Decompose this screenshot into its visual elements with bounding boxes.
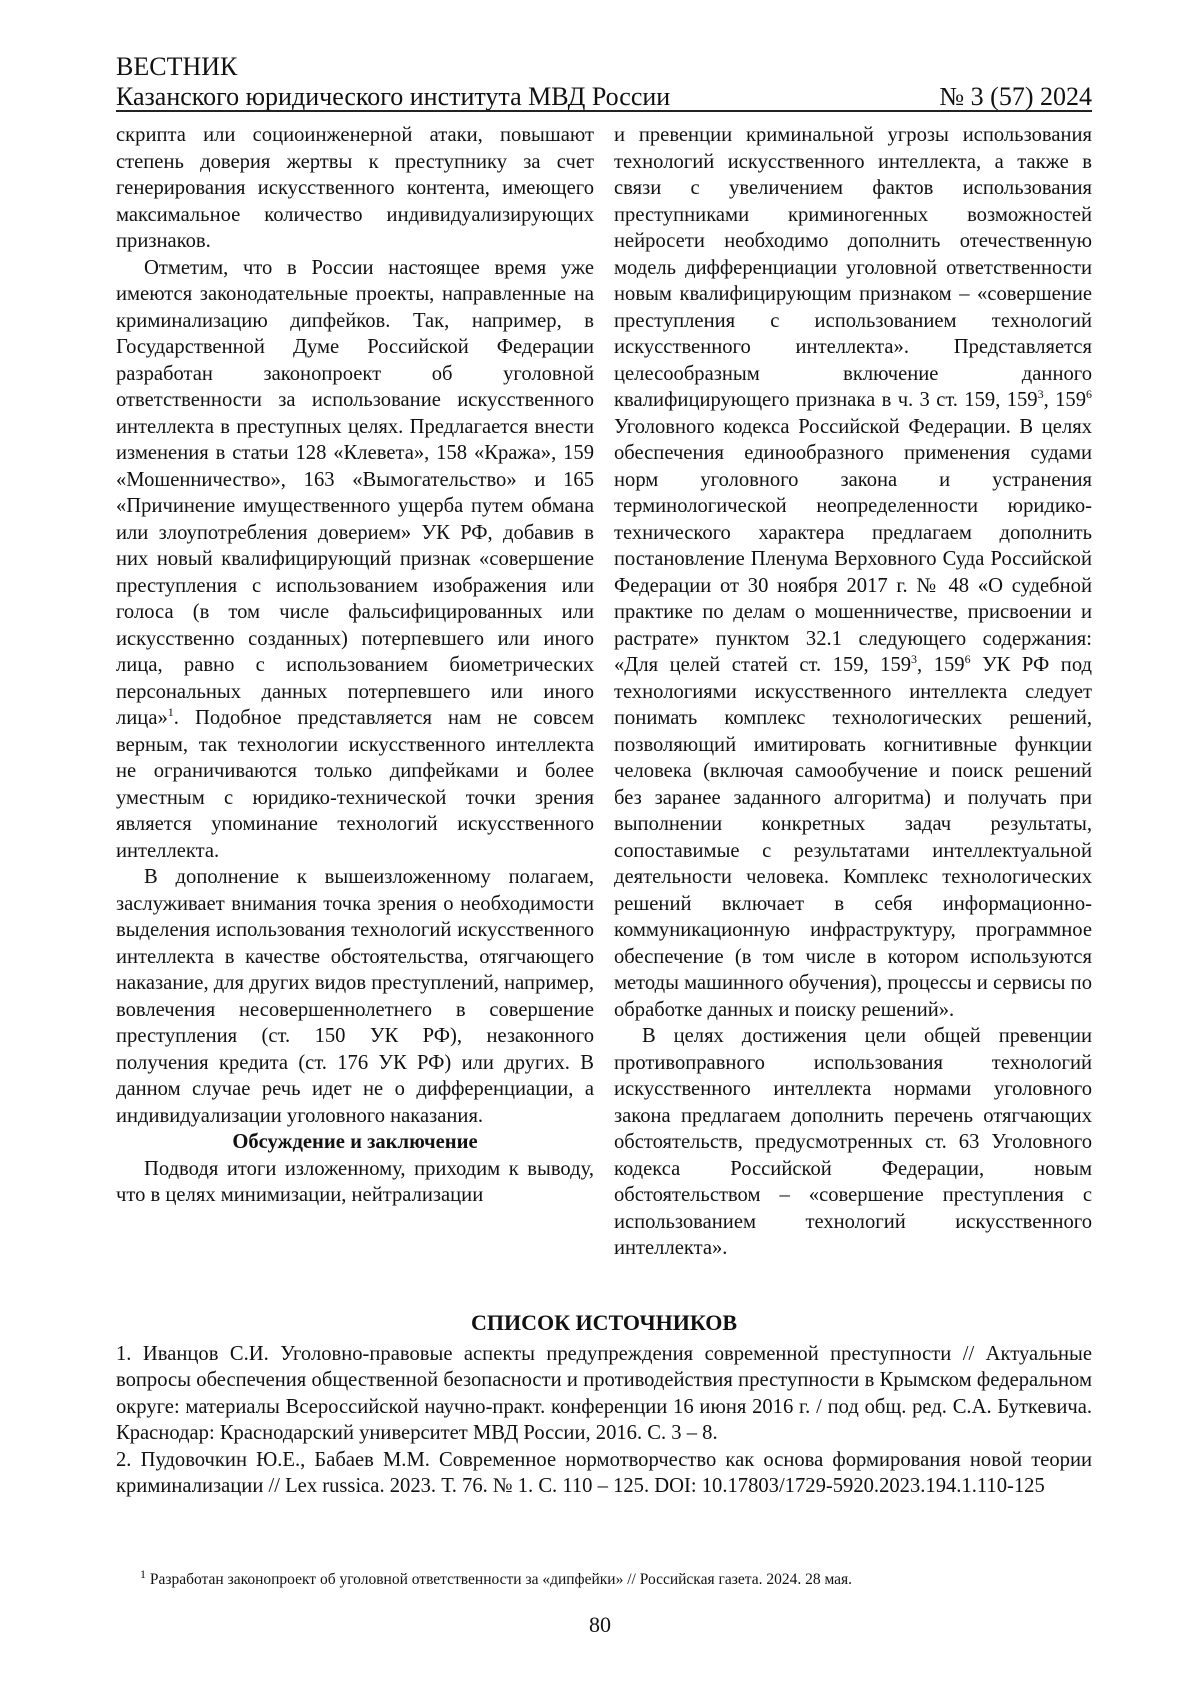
paragraph	[116, 255, 594, 865]
paragraph: В дополнение к вышеизложенному полагаем, заслуживает внимания точка зрения о необходимости выделения использования технологий искусственного интеллекта в качестве обстоятельства, отягчающего наказание, для других видов преступлений, например, вовлечения несовершеннолетнего в совершение преступления (ст. 150 УК РФ), незаконного получения кредита (ст. 176 УК РФ) или других. В данном случае речь идет не о дифференциации, а индивидуализации уголовного наказания.	[116, 864, 594, 1129]
reference-item: 2. Пудовочкин Ю.Е., Бабаев М.М. Современное нормотворчество как основа формирования новой теории криминализации // Lex russica. 2023. Т. 76. № 1. С. 110 – 125. DOI: 10.17803/1729-5920.2023.194.1.110-125	[116, 1447, 1092, 1500]
paragraph: В целях достижения цели общей превенции противоправного использования технологий искусственного интеллекта нормами уголовного закона предлагаем дополнить перечень отягчающих обстоятельств, предусмотренных ст. 63 Уголовного кодекса Российской Федерации, новым обстоятельством – «совершение преступления с использованием технологий искусственного интеллекта».	[614, 1023, 1092, 1262]
references-section	[116, 1310, 1092, 1500]
superscript: 3	[911, 652, 917, 666]
page-number: 80	[0, 1612, 1200, 1638]
paragraph-text: . Подобное представляется нам не совсем верным, так технологии искусственного интеллекта не ограничиваются только дипфейками и более уместным с юридико-технической точки зрения является упоминание технологий искусственного интеллекта.	[116, 707, 594, 862]
references-title: СПИСОК ИСТОЧНИКОВ	[116, 1310, 1092, 1337]
footnote-ref[interactable]: 1	[168, 705, 174, 719]
header-divider	[116, 110, 1092, 112]
superscript: 6	[1086, 387, 1092, 401]
paragraph: скрипта или социоинженерной атаки, повышают степень доверия жертвы к преступнику за счет генерирования искусственного контента, имеющего максимальное количество индивидуализирующих признаков.	[116, 122, 594, 255]
paragraph-text: и превенции криминальной угрозы использования технологий искусственного интеллекта, а также в связи с увеличением фактов использования преступниками криминогенных возможностей нейросети необходимо дополнить отечественную модель дифференциации уголовной ответственности новым квалифицирующим признаком – «совершение преступления с использованием технологий искусственного интеллекта». Представляется целесообразным включение данного квалифицирующего признака в ч. 3 ст. 159, 159	[614, 124, 1092, 411]
reference-item: 1. Иванцов С.И. Уголовно-правовые аспекты предупреждения современной преступности // Актуальные вопросы обеспечения общественной безопасности и противодействия преступности в Крымском федеральном округе: материалы Всероссийской научно-практ. конференции 16 июня 2016 г. / под общ. ред. С.А. Буткевича. Краснодар: Краснодарский университет МВД России, 2016. С. 3 – 8.	[116, 1341, 1092, 1447]
journal-header	[116, 52, 1092, 112]
issue-number: № 3 (57) 2024	[939, 82, 1092, 112]
paragraph-text: УК РФ под технологиями искусственного интеллекта следует понимать комплекс технологических решений, позволяющий имитировать когнитивные функции человека (включая самообучение и поиск решений без заранее заданного алгоритма) и получать при выполнении конкретных задач результаты, сопоставимые с результатами интеллектуальной деятельности человека. Комплекс технологических решений включает в себя информационно-коммуникационную инфраструктуру, программное обеспечение (в том числе в котором используются методы машинного обучения), процессы и сервисы по обработке данных и поиску решений».	[614, 654, 1092, 1021]
superscript: 6	[965, 652, 971, 666]
journal-subtitle: Казанского юридического института МВД России	[116, 82, 670, 112]
paragraph: Подводя итоги изложенному, приходим к выводу, что в целях минимизации, нейтрализации	[116, 1156, 594, 1209]
right-column	[614, 122, 1092, 1272]
superscript: 3	[1038, 387, 1044, 401]
footnote-text: Разработан законопроект об уголовной ответственности за «дипфейки» // Российская газета. 2024. 28 мая.	[146, 1571, 852, 1588]
paragraph-text: Отметим, что в России настоящее время уже имеются законодательные проекты, направленные на криминализацию дипфейков. Так, например, в Государственной Думе Российской Федерации разработан законопроект об уголовной ответственности за использование искусственного интеллекта в преступных целях. Предлагается внести изменения в статьи 128 «Клевета», 158 «Кража», 159 «Мошенничество», 163 «Вымогательство» и 165 «Причинение имущественного ущерба путем обмана или злоупотребления доверием» УК РФ, добавив в них новый квалифицирующий признак «совершение преступления с использованием изображения или голоса (в том числе фальсифицированных или искусственно созданных) потерпевшего или иного лица, равно с использованием биометрических персональных данных потерпевшего или иного лица»	[116, 257, 594, 730]
section-heading: Обсуждение и заключение	[116, 1129, 594, 1156]
journal-subtitle-row	[116, 82, 1092, 112]
footnote	[140, 1570, 1090, 1590]
journal-title: ВЕСТНИК	[116, 52, 1092, 82]
paragraph-text: , 159	[1044, 389, 1086, 411]
left-column	[116, 122, 594, 1272]
paragraph-text: , 159	[917, 654, 965, 676]
paragraph	[614, 122, 1092, 1023]
footnote-mark: 1	[140, 1567, 146, 1581]
paragraph-text: Уголовного кодекса Российской Федерации. В целях обеспечения единообразного применения судами норм уголовного закона и устранения терминологической неопределенности юридико-технического характера предлагаем дополнить постановление Пленума Верховного Суда Российской Федерации от 30 ноября 2017 г. № 48 «О судебной практике по делам о мошенничестве, присвоении и растрате» пунктом 32.1 следующего содержания: «Для целей статей ст. 159, 159	[614, 416, 1092, 677]
article-body	[116, 122, 1092, 1272]
